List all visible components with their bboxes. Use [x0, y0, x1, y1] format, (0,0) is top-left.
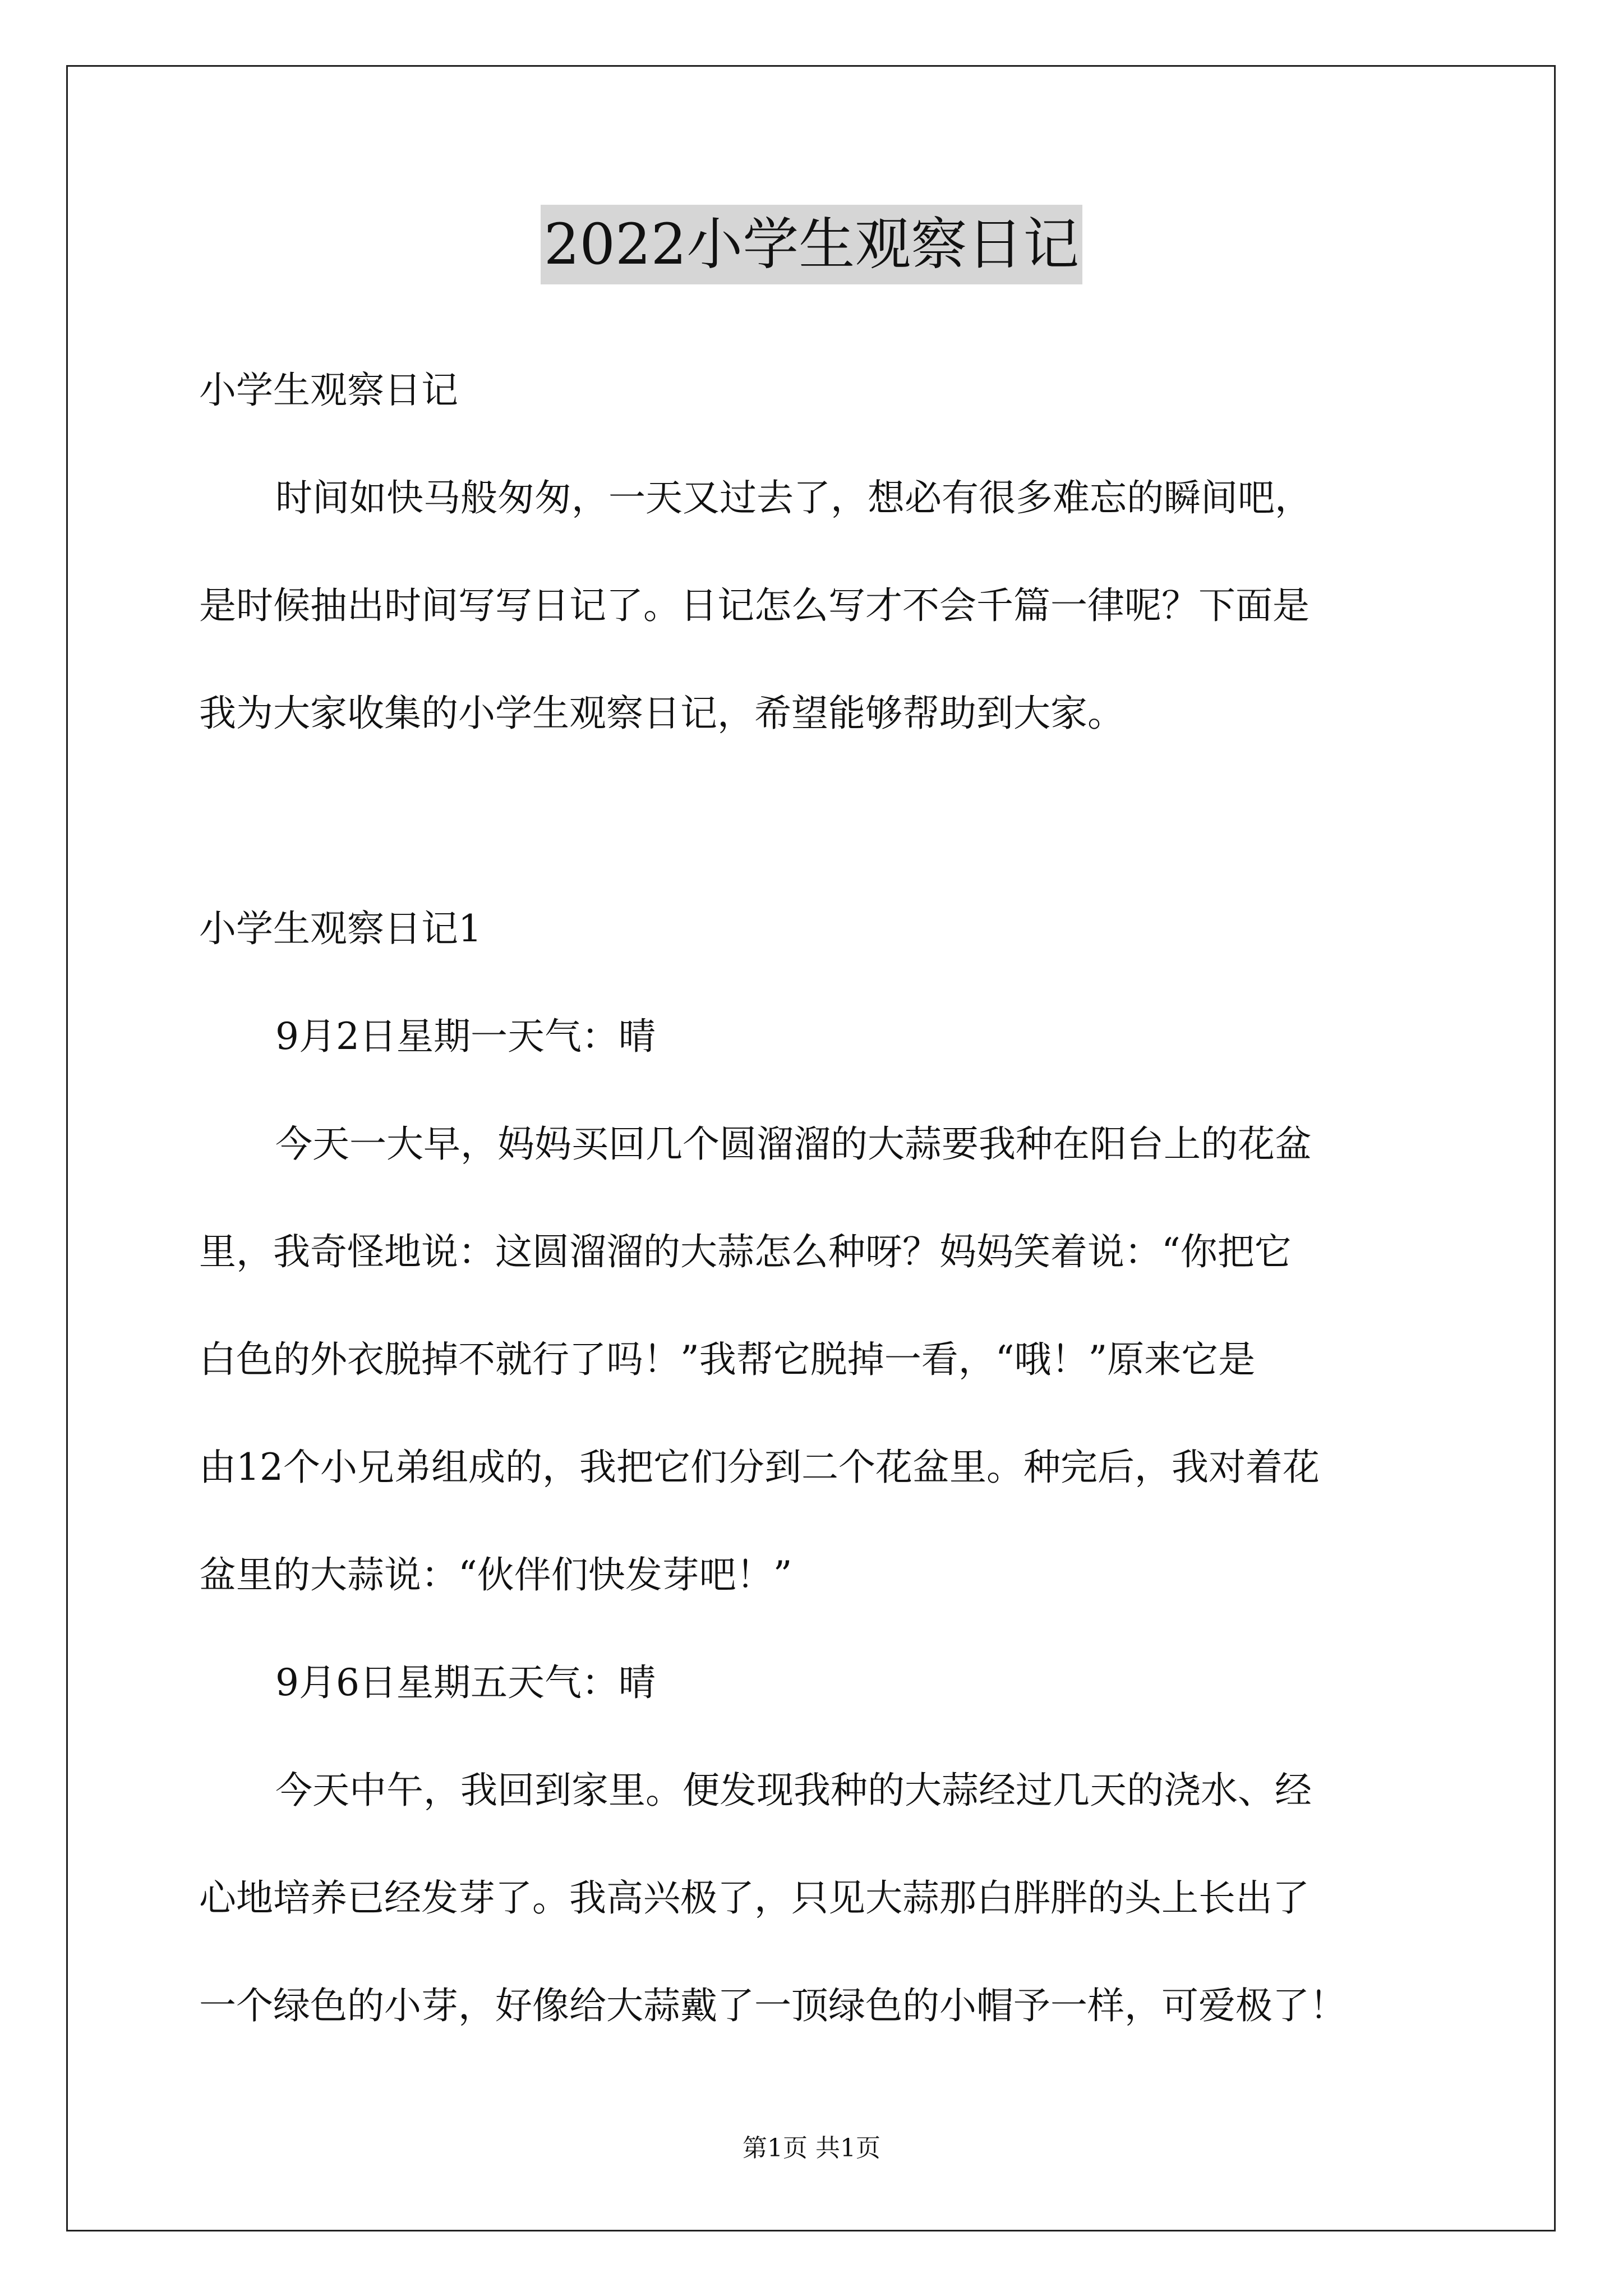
document-title: 2022小学生观察日记 — [541, 205, 1083, 284]
title-container — [0, 205, 1623, 284]
paragraph-line: 里，我奇怪地说：这圆溜溜的大蒜怎么种呀？妈妈笑着说：“你把它 — [199, 1230, 1292, 1273]
page-footer: 第1页 共1页 — [743, 2134, 880, 2162]
paragraph-line: 由12个小兄弟组成的，我把它们分到二个花盆里。种完后，我对着花 — [199, 1446, 1320, 1489]
paragraph-line: 我为大家收集的小学生观察日记，希望能够帮助到大家。 — [199, 692, 1124, 735]
paragraph-line: 是时候抽出时间写写日记了。日记怎么写才不会千篇一律呢？下面是 — [199, 584, 1310, 627]
paragraph-line: 盆里的大蒜说：“伙伴们快发芽吧！” — [199, 1553, 792, 1596]
document-body — [199, 337, 1450, 2060]
diary-date-line: 9月2日星期一天气：晴 — [275, 1015, 656, 1058]
blank-line — [199, 767, 1450, 875]
diary-date-line: 9月6日星期五天气：晴 — [275, 1661, 656, 1704]
section-heading: 小学生观察日记1 — [199, 907, 482, 950]
paragraph-line: 心地培养已经发芽了。我高兴极了，只见大蒜那白胖胖的头上长出了 — [199, 1876, 1310, 1920]
paragraph-line: 白色的外衣脱掉不就行了吗！”我帮它脱掉一看，“哦！”原来它是 — [199, 1338, 1256, 1381]
paragraph-line: 一个绿色的小芽，好像给大蒜戴了一顶绿色的小帽予一样，可爱极了！ — [199, 1984, 1347, 2027]
paragraph-line: 今天中午，我回到家里。便发现我种的大蒜经过几天的浇水、经 — [275, 1769, 1312, 1812]
section-heading: 小学生观察日记 — [199, 369, 458, 412]
paragraph-line: 今天一大早，妈妈买回几个圆溜溜的大蒜要我种在阳台上的花盆 — [275, 1122, 1312, 1166]
paragraph-line: 时间如快马般匆匆，一天又过去了，想必有很多难忘的瞬间吧， — [275, 476, 1312, 519]
